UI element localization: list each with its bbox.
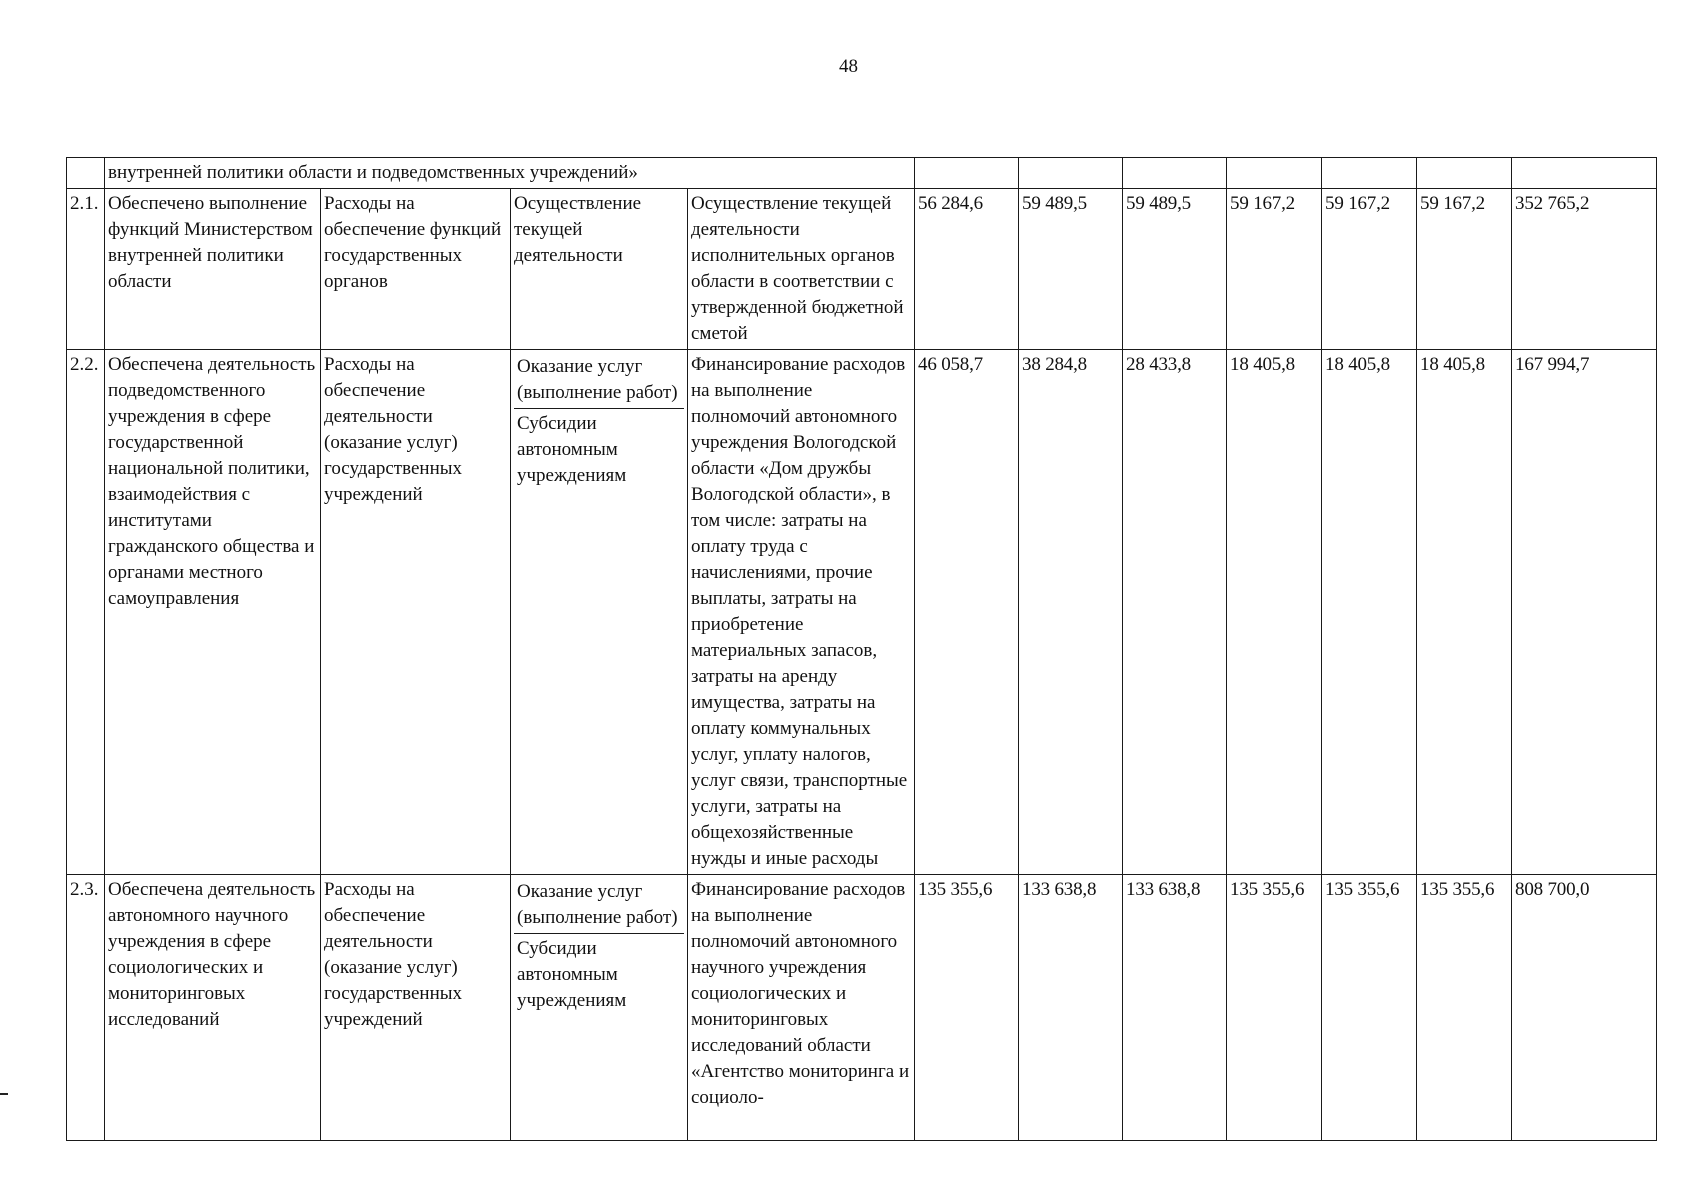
table-header-row: [67, 158, 1657, 189]
value-cell: 59 489,5: [1019, 189, 1123, 350]
value-cell: 133 638,8: [1019, 875, 1123, 1141]
result-cell: Обеспечена деятельность подведомственного учреждения в сфере государственной национальной политики, взаимодействия с институтами гражданского общества и органами местного самоуправления: [105, 350, 321, 875]
value-cell: 28 433,8: [1123, 350, 1227, 875]
header-empty-cell: [1417, 158, 1512, 189]
description-cell: Финансирование расходов на выполнение полномочий автономного учреждения Вологодской области «Дом дружбы Вологодской области», в том числе: затраты на оплату труда с начислениями, прочие выплаты, затраты на приобретение материальных запасов, затраты на аренду имущества, затраты на оплату коммунальных услуг, уплату налогов, услуг связи, транспортные услуги, затраты на общехозяйственные нужды и иные расходы: [688, 350, 915, 875]
table-row: [67, 875, 1657, 1141]
margin-mark: [0, 1093, 8, 1095]
activity-cell: [511, 875, 688, 1141]
header-empty-cell: [1322, 158, 1417, 189]
activity-services: Оказание услуг (выполнение работ): [514, 877, 684, 934]
header-empty-cell: [1123, 158, 1227, 189]
header-empty-cell: [915, 158, 1019, 189]
total-cell: 352 765,2: [1512, 189, 1657, 350]
row-index: 2.2.: [67, 350, 105, 875]
expense-type-cell: Расходы на обеспечение деятельности (оказание услуг) государственных учреждений: [321, 350, 511, 875]
value-cell: 59 489,5: [1123, 189, 1227, 350]
value-cell: 18 405,8: [1227, 350, 1322, 875]
value-cell: 133 638,8: [1123, 875, 1227, 1141]
page-number: 48: [839, 56, 858, 77]
value-cell: 135 355,6: [1227, 875, 1322, 1141]
value-cell: 135 355,6: [1417, 875, 1512, 1141]
activity-subsidies: Субсидии автономным учреждениям: [517, 938, 627, 1011]
value-cell: 46 058,7: [915, 350, 1019, 875]
activity-subsidies: Субсидии автономным учреждениям: [517, 413, 627, 486]
value-cell: 18 405,8: [1417, 350, 1512, 875]
value-cell: 56 284,6: [915, 189, 1019, 350]
header-index-cell: [67, 158, 105, 189]
value-cell: 18 405,8: [1322, 350, 1417, 875]
result-cell: Обеспечено выполнение функций Министерством внутренней политики области: [105, 189, 321, 350]
expense-type-cell: Расходы на обеспечение функций государственных органов: [321, 189, 511, 350]
table-row: [67, 189, 1657, 350]
description-cell: Финансирование расходов на выполнение полномочий автономного научного учреждения социологических и мониторинговых исследований области «Агентство мониторинга и социоло-: [688, 875, 915, 1141]
total-cell: 808 700,0: [1512, 875, 1657, 1141]
activity-cell: [511, 350, 688, 875]
total-cell: 167 994,7: [1512, 350, 1657, 875]
description-cell: Осуществление текущей деятельности исполнительных органов области в соответствии с утвержденной бюджетной сметой: [688, 189, 915, 350]
value-cell: 135 355,6: [915, 875, 1019, 1141]
expense-type-cell: Расходы на обеспечение деятельности (оказание услуг) государственных учреждений: [321, 875, 511, 1141]
header-empty-cell: [1512, 158, 1657, 189]
row-index: 2.1.: [67, 189, 105, 350]
value-cell: 38 284,8: [1019, 350, 1123, 875]
budget-table: [66, 157, 1657, 1141]
value-cell: 135 355,6: [1322, 875, 1417, 1141]
value-cell: 59 167,2: [1322, 189, 1417, 350]
header-empty-cell: [1227, 158, 1322, 189]
header-empty-cell: [1019, 158, 1123, 189]
activity-services: Оказание услуг (выполнение работ): [514, 352, 684, 409]
value-cell: 59 167,2: [1417, 189, 1512, 350]
value-cell: 59 167,2: [1227, 189, 1322, 350]
table-row: [67, 350, 1657, 875]
activity-cell: Осуществление текущей деятельности: [511, 189, 688, 350]
result-cell: Обеспечена деятельность автономного научного учреждения в сфере социологических и мониторинговых исследований: [105, 875, 321, 1141]
continuation-header: внутренней политики области и подведомственных учреждений»: [105, 158, 915, 189]
row-index: 2.3.: [67, 875, 105, 1141]
